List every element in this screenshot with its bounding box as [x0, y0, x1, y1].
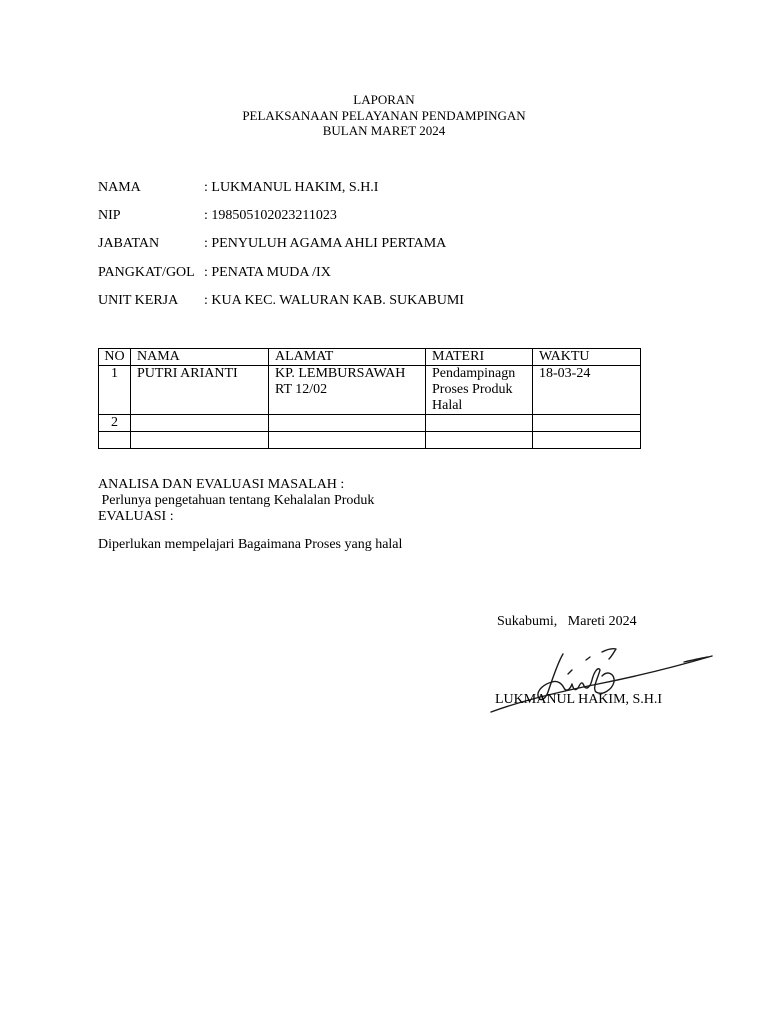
analysis-heading: ANALISA DAN EVALUASI MASALAH :	[98, 477, 345, 492]
cell-nama	[131, 432, 269, 449]
info-value: : 198505102023211023	[204, 208, 337, 223]
cell-waktu	[533, 432, 641, 449]
cell-alamat	[269, 415, 426, 432]
cell-materi: Pendampinagn Proses Produk Halal	[426, 366, 533, 415]
cell-waktu	[533, 415, 641, 432]
signature-place-date: Sukabumi, Mareti 2024	[497, 614, 637, 629]
info-label: UNIT KERJA	[98, 293, 179, 308]
cell-no: 2	[99, 415, 131, 432]
column-header-materi: MATERI	[426, 349, 533, 366]
column-header-no: NO	[99, 349, 131, 366]
table-row	[99, 366, 641, 415]
info-value: : PENATA MUDA /IX	[204, 265, 331, 280]
cell-no	[99, 432, 131, 449]
info-label: JABATAN	[98, 236, 160, 251]
info-value: : LUKMANUL HAKIM, S.H.I	[204, 180, 379, 195]
activity-table	[98, 348, 641, 449]
cell-materi	[426, 415, 533, 432]
column-header-waktu: WAKTU	[533, 349, 641, 366]
report-title	[0, 92, 768, 139]
info-label: NAMA	[98, 180, 141, 195]
signatory-name: LUKMANUL HAKIM, S.H.I	[495, 692, 663, 707]
evaluation-heading: EVALUASI :	[98, 509, 174, 524]
evaluation-text: Diperlukan mempelajari Bagaimana Proses yang halal	[98, 537, 403, 552]
info-label: NIP	[98, 208, 121, 223]
cell-materi	[426, 432, 533, 449]
info-value: : PENYULUH AGAMA AHLI PERTAMA	[204, 236, 447, 251]
cell-alamat: KP. LEMBURSAWAH RT 12/02	[269, 366, 426, 415]
table-header-row	[99, 349, 641, 366]
column-header-alamat: ALAMAT	[269, 349, 426, 366]
table-row	[99, 415, 641, 432]
info-label: PANGKAT/GOL	[98, 265, 195, 280]
cell-alamat	[269, 432, 426, 449]
analysis-text: Perlunya pengetahuan tentang Kehalalan Produk	[98, 493, 375, 508]
title-line-1: LAPORAN	[353, 92, 415, 107]
cell-nama	[131, 415, 269, 432]
column-header-nama: NAMA	[131, 349, 269, 366]
cell-no: 1	[99, 366, 131, 415]
title-line-3: BULAN MARET 2024	[322, 123, 446, 138]
info-value: : KUA KEC. WALURAN KAB. SUKABUMI	[204, 293, 464, 308]
cell-nama: PUTRI ARIANTI	[131, 366, 269, 415]
title-line-2: PELAKSANAAN PELAYANAN PENDAMPINGAN	[242, 107, 526, 123]
table-row	[99, 432, 641, 449]
cell-waktu: 18-03-24	[533, 366, 641, 415]
